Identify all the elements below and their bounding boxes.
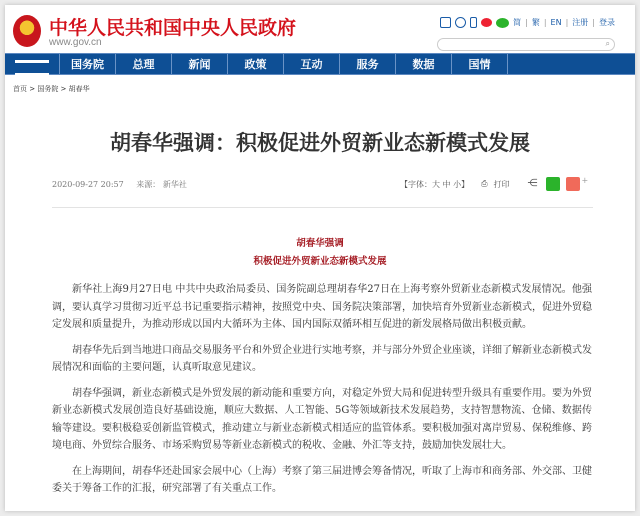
main-nav [5, 53, 635, 75]
link-login[interactable]: 登录 [599, 18, 615, 27]
source: 来源： 新华社 [136, 180, 187, 189]
nav-item-national-info[interactable]: 国情 [452, 54, 508, 74]
weibo-share-icon[interactable] [566, 177, 580, 191]
mail-icon[interactable] [440, 17, 451, 28]
wechat-icon[interactable] [496, 18, 509, 28]
paragraph: 胡春华先后到当地进口商品交易服务平台和外贸企业进行实地考察，并与部分外贸企业座谈，详细了解新业态新模式发展情况和面临的主要问题，认真听取意见建议。 [52, 344, 592, 373]
breadcrumb[interactable]: 首页 > 国务院 > 胡春华 [13, 85, 90, 93]
rss-icon[interactable] [455, 17, 466, 28]
paragraph: 在上海期间，胡春华还赴国家会展中心（上海）考察了第三届进博会筹备情况，听取了上海市和商务部、外交部、卫健委关于筹备工作的汇报，研究部署了有关重点工作。 [52, 465, 592, 494]
print-button[interactable]: 打印 [493, 179, 510, 189]
site-title[interactable]: 中华人民共和国中央人民政府 [49, 17, 297, 39]
link-traditional[interactable]: 繁 [531, 18, 540, 27]
link-english[interactable]: EN [550, 18, 562, 27]
top-links: 简 | 繁 | EN | 注册 | 登录 [440, 17, 615, 28]
home-gate-icon[interactable] [5, 54, 60, 74]
more-share-icon[interactable]: + [581, 175, 589, 185]
wechat-share-icon[interactable] [546, 177, 560, 191]
nav-item-interaction[interactable]: 互动 [284, 54, 340, 74]
page [5, 5, 635, 511]
nav-item-state-council[interactable]: 国务院 [60, 54, 116, 74]
article-meta [52, 179, 197, 190]
printer-icon[interactable]: ⎙ [481, 179, 488, 188]
article-title: 胡春华强调：积极促进外贸新业态新模式发展 [110, 131, 530, 155]
weibo-icon[interactable] [481, 18, 492, 27]
national-emblem-icon [13, 15, 41, 47]
mobile-icon[interactable] [470, 17, 477, 28]
article-body [52, 281, 592, 506]
publish-date: 2020-09-27 20:57 [52, 180, 124, 189]
subtitle-2: 积极促进外贸新业态新模式发展 [253, 256, 387, 267]
link-simplified[interactable]: 简 [513, 18, 522, 27]
site-url: www.gov.cn [49, 37, 102, 48]
font-size-control[interactable]: 【字体：大 中 小】 [400, 179, 470, 189]
search-input[interactable] [437, 38, 615, 51]
paragraph: 胡春华强调，新业态新模式是外贸发展的新动能和重要方向，对稳定外贸大局和促进转型升级具有重要作用。要为外贸新业态新模式发展创造良好基础设施，顺应大数据、人工智能、5G等领域新技术发展趋势，支持智慧物流、仓储、数据传输等建设。要积极稳妥创新监管模式，推动建立与新业态新模式相适应的监管体系。要积极加强对离岸贸易、保税维修、跨境电商、外贸综合服务、市场采购贸易等新业态新模式的税收、金融、外汇等支持，鼓励加快发展壮大。 [52, 387, 592, 451]
paragraph: 新华社上海9月27日电 中共中央政治局委员、国务院副总理胡春华27日在上海考察外贸新业态新模式发展情况。他强调，要认真学习贯彻习近平总书记重要指示精神，按照党中央、国务院决策部署，加快培育外贸新业态新模式，促进外贸稳定发展和质量提升，为推动形成以国内大循环为主体、国内国际双循环相互促进的新发展格局做出积极贡献。 [52, 284, 592, 330]
divider [52, 207, 593, 208]
nav-item-policy[interactable]: 政策 [228, 54, 284, 74]
nav-item-news[interactable]: 新闻 [172, 54, 228, 74]
header [5, 5, 635, 53]
link-register[interactable]: 注册 [572, 18, 589, 27]
search-icon[interactable]: ⌕ [605, 39, 610, 48]
nav-item-services[interactable]: 服务 [340, 54, 396, 74]
nav-item-premier[interactable]: 总理 [116, 54, 172, 74]
nav-item-data[interactable]: 数据 [396, 54, 452, 74]
article-tools [400, 177, 588, 191]
share-icon[interactable]: ⋲ [527, 178, 538, 189]
subtitle-1: 胡春华强调 [296, 238, 344, 249]
